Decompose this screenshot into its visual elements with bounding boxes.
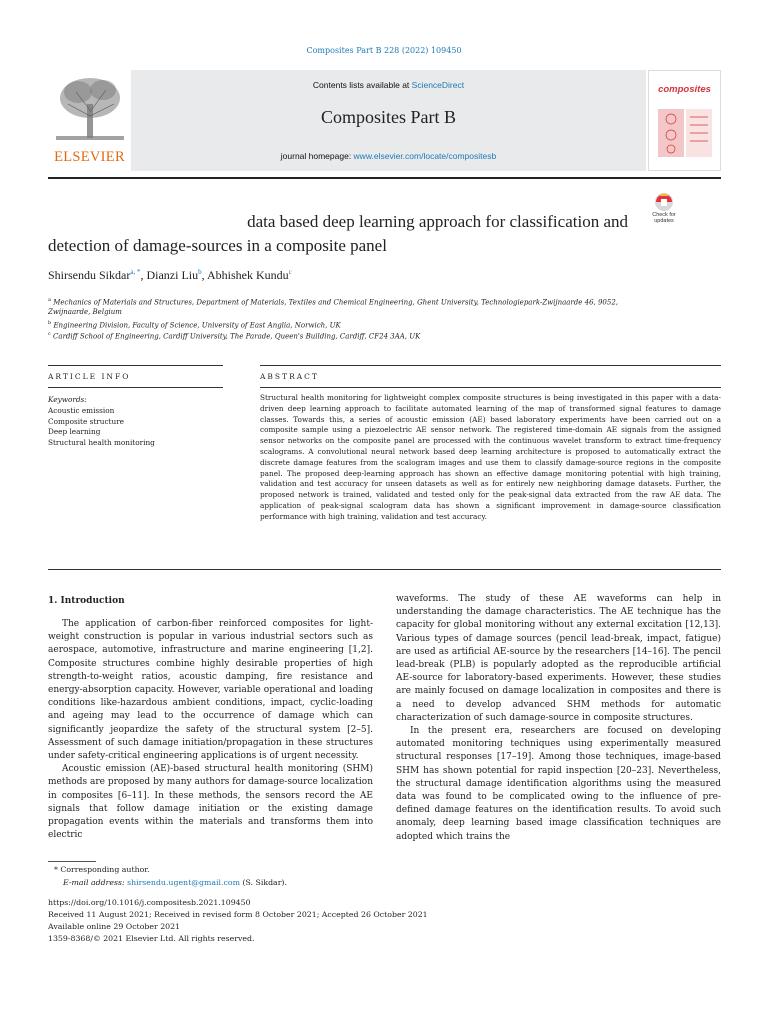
homepage-link[interactable]: www.elsevier.com/locate/compositesb <box>353 151 497 161</box>
email-suffix: (S. Sikdar). <box>239 878 287 887</box>
keywords-label: Keywords: <box>48 395 87 404</box>
header-divider <box>48 177 721 179</box>
affiliation-a: $^a$ Mechanics of Materials and Structures, Department of Materials, Textiles and Chemical Engineering, Ghent University, Technologiepark-Zwijnaarde 46, 9052, Zwijnaarde, Belgium <box>48 297 619 317</box>
body-paragraph: In the present era, researchers are focused on developing automated monitoring techniques using experimentally measured structural responses [17–19]. Among those techniques, image-based SHM has shown potential for rapid inspection [20–23]. Nevertheless, the structural damage identification algorithms using the measured data was found to be complicated owing to the influence of pre-defined damage features on the identification results. To avoid such anomaly, deep learning based image classification techniques are adopted which trains the <box>396 726 721 842</box>
abstract-rule-top <box>260 365 721 366</box>
received-dates: Received 11 August 2021; Received in revised form 8 October 2021; Accepted 26 October 2021 <box>48 910 428 919</box>
author-2[interactable]: Dianzi Liu$^b$ <box>146 268 202 282</box>
keywords-block <box>48 395 228 449</box>
available-online-date: Available online 29 October 2021 <box>48 922 181 931</box>
article-info-heading: ARTICLE INFO <box>48 372 131 381</box>
corresponding-author-note: * Corresponding author. <box>54 865 150 874</box>
keyword-item: Deep learning <box>48 427 101 437</box>
author-list: Shirsendu Sikdar$^{a, *}$, Dianzi Liu$^b$, Abhishek Kundu$^c$ <box>48 268 292 282</box>
contents-prefix: Contents lists available at <box>312 80 412 90</box>
contents-line <box>131 80 646 90</box>
doi-link[interactable]: https://doi.org/10.1016/j.compositesb.2021.109450 <box>48 898 251 907</box>
article-title-line-2: detection of damage-sources in a composite panel <box>48 236 387 255</box>
abstract-rule-bottom <box>260 387 721 388</box>
elsevier-logo <box>48 70 131 171</box>
author-1[interactable]: Shirsendu Sikdar$^{a, *}$ <box>48 268 141 282</box>
copyright-line: 1359-8368/© 2021 Elsevier Ltd. All rights reserved. <box>48 934 255 943</box>
email-label: E-mail address: <box>63 878 128 887</box>
header-center-panel <box>131 70 646 171</box>
cover-journal-name: composites <box>658 84 711 95</box>
author-2-affil[interactable]: b <box>198 268 202 276</box>
article-info-rule-bottom <box>48 387 223 388</box>
footnote-rule <box>48 861 96 862</box>
article-title <box>48 210 628 258</box>
article-info-rule-top <box>48 365 223 366</box>
cover-art-icon <box>650 103 721 163</box>
body-paragraph: The application of carbon-fiber reinforced composites for light-weight construction is popular in various industrial sectors such as aerospace, automotive, infrastructure and marine engineering [1,2]. Composite structures combine highly desirable properties of high strength-to-weight ratios, acoustic damping, fire resistance and energy-absorption capacity. However, variable operational and loading conditions like-hazardous ambient conditions, impact, cyclic-loading and ageing may lead to the occurrence of damage which can significantly jeopardize the safety of the structural system [2–5]. Assessment of such damage initiation/propagation in these structures under safety-critical engineering applications is of urgent necessity. <box>48 619 373 762</box>
journal-header <box>48 70 721 171</box>
body-column-right <box>396 593 721 844</box>
email-link[interactable]: shirsendu.ugent@gmail.com <box>127 878 240 887</box>
check-updates-icon <box>643 192 685 212</box>
article-title-line-1: data based deep learning approach for classification and <box>247 212 628 231</box>
journal-cover-thumbnail[interactable] <box>648 70 721 171</box>
affiliation-b: $^b$ Engineering Division, Faculty of Science, University of East Anglia, Norwich, UK <box>48 320 341 330</box>
journal-reference[interactable]: Composites Part B 228 (2022) 109450 <box>306 46 462 55</box>
author-3-affil[interactable]: c <box>288 268 292 276</box>
abstract-body: Structural health monitoring for lightweight complex composite structures is being investigated in this paper with a data-driven deep learning approach to facilitate automated learning of the map of transformed signal features to damage classes. Towards this, a series of acoustic emission (AE) based laboratory experiments have been carried out on a composite sample using a piezoelectric AE sensor network. The registered time-domain AE signals from the assigned sensor networks on the composite panel are processed with the continuous wavelet transform to extract time-frequency scalograms. A convolutional neural network based deep learning architecture is proposed to automatically extract the discrete damage features from the scalogram images and use them to classify damage-source regions in the composite panel. The proposed deep-learning approach has shown an effective damage monitoring potential with high training, validation and test accuracy for unseen datasets as well as for entirely new neighboring damage datasets. Further, the proposed network is trained, validated and tested only for the peak-signal data extracted from the raw AE data. The application of peak-signal scalogram data has shown a significant improvement in damage-source classification performance with high training, validation and test accuracy. <box>260 393 721 521</box>
journal-title: Composites Part B <box>320 107 456 127</box>
check-for-updates-badge[interactable] <box>643 192 685 230</box>
abstract-bottom-rule <box>48 569 721 570</box>
affiliation-c: $^c$ Cardiff School of Engineering, Cardiff University, The Parade, Queen's Building, Cardiff, CF24 3AA, UK <box>48 331 421 341</box>
section-heading-introduction: 1. Introduction <box>48 596 125 606</box>
sciencedirect-link[interactable]: ScienceDirect <box>411 80 465 90</box>
body-paragraph: waveforms. The study of these AE waveforms can help in understanding the damage characteristics. The AE technique has the capacity for global monitoring without any external excitation [12,13]. Various types of damage sources (pencil lead-break, impact, fatigue) are used as artificial AE-source by the researchers [14–16]. The pencil lead-break (PLB) is popularly adopted as the reproducible artificial AE-source for laboratory-based experiments. However, these studies are mainly focused on damage localization in composites and there is a need to develop advanced SHM methods for automatic characterization of such damage-source in composite structures. <box>396 594 721 723</box>
keyword-item: Composite structure <box>48 416 124 426</box>
publisher-wordmark: ELSEVIER <box>54 149 125 165</box>
body-column-left <box>48 618 373 842</box>
author-3[interactable]: Abhishek Kundu$^c$ <box>206 268 292 282</box>
keyword-item: Acoustic emission <box>48 405 115 415</box>
homepage-prefix: journal homepage: <box>280 151 354 161</box>
author-1-affil[interactable]: a, * <box>130 268 141 276</box>
abstract-heading: ABSTRACT <box>260 372 319 381</box>
homepage-line <box>131 151 646 161</box>
keyword-item: Structural health monitoring <box>48 438 155 448</box>
check-updates-label: Check for updates <box>652 212 676 224</box>
body-paragraph: Acoustic emission (AE)-based structural health monitoring (SHM) methods are proposed by many authors for damage-source localization in composites [6–11]. In these methods, the sensors record the AE signals that follow damage initiation or the existing damage propagation events within the materials and transforms them into electric <box>48 764 373 841</box>
email-note <box>63 878 287 889</box>
elsevier-tree-icon <box>48 70 131 150</box>
